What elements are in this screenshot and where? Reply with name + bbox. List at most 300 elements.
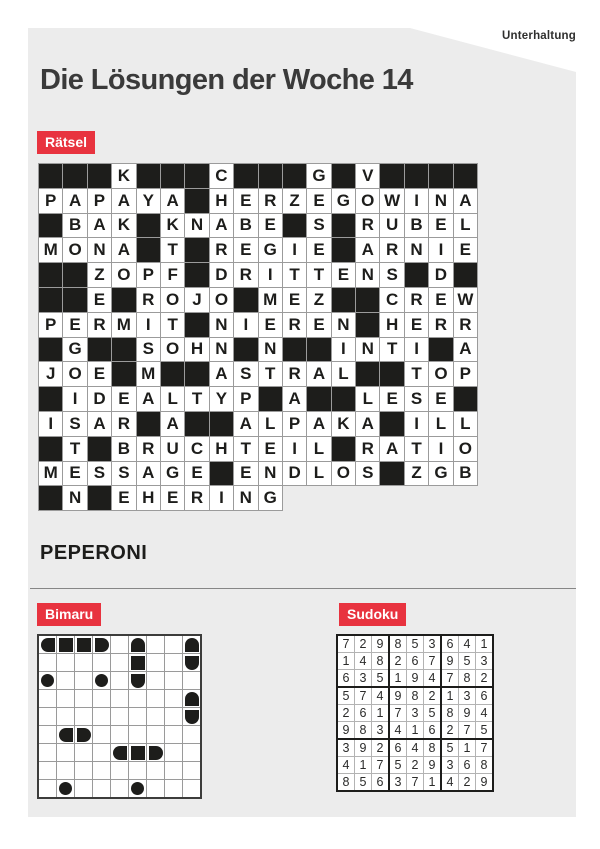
bimaru-water-cell (183, 726, 200, 743)
sudoku-cell: 9 (372, 636, 388, 652)
crossword-letter-cell: G (428, 461, 453, 487)
crossword-letter-cell: R (428, 312, 453, 338)
bimaru-water-cell (147, 708, 164, 725)
crossword-black-cell (136, 163, 161, 189)
crossword-letter-cell: H (209, 188, 234, 214)
crossword-black-cell (38, 262, 63, 288)
crossword-letter-cell: A (355, 411, 380, 437)
section-label: Unterhaltung (502, 30, 576, 42)
crossword-letter-cell: U (379, 213, 404, 239)
sudoku-cell: 9 (459, 705, 475, 721)
crossword-letter-cell: T (62, 436, 87, 462)
crossword-black-cell (331, 237, 356, 263)
crossword-letter-cell: A (233, 411, 258, 437)
crossword-black-cell (111, 337, 136, 363)
crossword-letter-cell: A (62, 188, 87, 214)
crossword-letter-cell: E (331, 262, 356, 288)
bimaru-water-cell (39, 708, 56, 725)
crossword-row (38, 361, 478, 387)
sudoku-cell: 6 (476, 688, 492, 704)
crossword-row (38, 237, 478, 263)
sudoku-cell: 9 (476, 774, 492, 790)
sudoku-box (390, 636, 440, 686)
sudoku-cell: 6 (442, 636, 458, 652)
bimaru-ship-cell (57, 636, 74, 653)
bimaru-water-cell (111, 636, 128, 653)
bimaru-water-cell (165, 726, 182, 743)
crossword-letter-cell: S (404, 386, 429, 412)
bimaru-water-cell (165, 708, 182, 725)
sudoku-cell: 2 (459, 774, 475, 790)
crossword-black-cell (38, 386, 63, 412)
crossword-letter-cell: I (136, 312, 161, 338)
bimaru-water-cell (93, 744, 110, 761)
crossword-letter-cell: I (404, 188, 429, 214)
sudoku-cell: 5 (442, 740, 458, 756)
crossword-letter-cell: T (233, 436, 258, 462)
sudoku-box (390, 688, 440, 738)
crossword-row (38, 386, 478, 412)
crossword-letter-cell: I (38, 411, 63, 437)
crossword-letter-cell: B (453, 461, 478, 487)
sudoku-cell: 5 (424, 705, 440, 721)
sudoku-cell: 3 (338, 740, 354, 756)
crossword-letter-cell: G (160, 461, 185, 487)
crossword-black-cell (111, 361, 136, 387)
sudoku-cell: 2 (372, 740, 388, 756)
crossword-black-cell (404, 163, 429, 189)
crossword-letter-cell: O (111, 262, 136, 288)
crossword-row (38, 485, 478, 511)
ship-middle (77, 638, 91, 652)
crossword-black-cell (184, 163, 209, 189)
crossword-letter-cell: E (428, 287, 453, 313)
crossword-letter-cell: R (404, 287, 429, 313)
crossword-letter-cell: E (111, 386, 136, 412)
bimaru-solution-grid (37, 634, 202, 799)
sudoku-cell: 7 (424, 653, 440, 669)
bimaru-water-cell (147, 762, 164, 779)
bimaru-water-cell (165, 654, 182, 671)
crossword-black-cell (136, 411, 161, 437)
crossword-letter-cell: T (160, 237, 185, 263)
sudoku-cell: 5 (372, 670, 388, 686)
crossword-letter-cell: R (209, 237, 234, 263)
crossword-letter-cell: I (282, 237, 307, 263)
crossword-letter-cell: R (233, 262, 258, 288)
crossword-letter-cell: G (258, 485, 283, 511)
crossword-solution-word: PEPERONI (40, 542, 148, 564)
sudoku-cell: 1 (407, 722, 423, 738)
crossword-letter-cell: R (184, 485, 209, 511)
crossword-letter-cell: M (111, 312, 136, 338)
bimaru-badge: Bimaru (37, 603, 101, 626)
sudoku-cell: 7 (407, 774, 423, 790)
crossword-letter-cell: G (258, 237, 283, 263)
crossword-letter-cell: T (379, 337, 404, 363)
crossword-black-cell (233, 337, 258, 363)
sudoku-cell: 2 (442, 722, 458, 738)
bimaru-water-cell (57, 690, 74, 707)
crossword-black-cell (38, 436, 63, 462)
sudoku-cell: 8 (476, 757, 492, 773)
crossword-letter-cell: E (306, 312, 331, 338)
bimaru-water-cell (147, 780, 164, 797)
crossword-letter-cell: A (209, 213, 234, 239)
crossword-black-cell (160, 361, 185, 387)
crossword-letter-cell: A (87, 213, 112, 239)
sudoku-cell: 2 (355, 636, 371, 652)
crossword-letter-cell: A (453, 337, 478, 363)
crossword-letter-cell: P (87, 188, 112, 214)
sudoku-cell: 9 (442, 653, 458, 669)
ship-end-right (95, 638, 109, 652)
crossword-black-cell (184, 262, 209, 288)
ship-end-top (185, 692, 199, 706)
sudoku-cell: 4 (355, 653, 371, 669)
bimaru-ship-cell (129, 780, 146, 797)
sudoku-cell: 6 (407, 653, 423, 669)
crossword-letter-cell: B (233, 213, 258, 239)
crossword-letter-cell: G (306, 163, 331, 189)
sudoku-cell: 5 (355, 774, 371, 790)
bimaru-ship-cell (129, 654, 146, 671)
ship-middle (59, 638, 73, 652)
sudoku-cell: 9 (355, 740, 371, 756)
crossword-letter-cell: A (136, 386, 161, 412)
crossword-letter-cell: E (233, 188, 258, 214)
crossword-letter-cell: K (111, 213, 136, 239)
ship-end-left (41, 638, 55, 652)
crossword-letter-cell: N (87, 237, 112, 263)
bimaru-water-cell (111, 762, 128, 779)
crossword-letter-cell: N (331, 312, 356, 338)
sudoku-cell: 2 (476, 670, 492, 686)
crossword-letter-cell: L (306, 436, 331, 462)
crossword-row (38, 213, 478, 239)
crossword-black-cell (306, 386, 331, 412)
crossword-row (38, 461, 478, 487)
sudoku-cell: 1 (476, 636, 492, 652)
crossword-letter-cell: E (453, 237, 478, 263)
crossword-letter-cell: N (209, 337, 234, 363)
crossword-letter-cell: L (355, 386, 380, 412)
sudoku-cell: 3 (407, 705, 423, 721)
crossword-letter-cell: P (282, 411, 307, 437)
crossword-black-cell (184, 237, 209, 263)
crossword-letter-cell: P (453, 361, 478, 387)
submarine (41, 674, 54, 687)
crossword-letter-cell: A (87, 411, 112, 437)
crossword-letter-cell: L (453, 411, 478, 437)
crossword-letter-cell: A (209, 361, 234, 387)
sudoku-badge: Sudoku (339, 603, 406, 626)
crossword-letter-cell: S (355, 461, 380, 487)
crossword-letter-cell: U (160, 436, 185, 462)
bimaru-water-cell (165, 690, 182, 707)
crossword-letter-cell: A (160, 188, 185, 214)
sudoku-cell: 6 (459, 757, 475, 773)
sudoku-box (390, 740, 440, 790)
crossword-letter-cell: R (355, 436, 380, 462)
crossword-letter-cell: K (111, 163, 136, 189)
crossword-letter-cell: N (209, 312, 234, 338)
bimaru-water-cell (111, 654, 128, 671)
ship-end-bottom (131, 674, 145, 688)
bimaru-ship-cell (75, 726, 92, 743)
sudoku-cell: 7 (476, 740, 492, 756)
crossword-black-cell (38, 287, 63, 313)
crossword-letter-cell: O (355, 188, 380, 214)
crossword-letter-cell: N (428, 188, 453, 214)
sudoku-cell: 1 (424, 774, 440, 790)
crossword-black-cell (38, 163, 63, 189)
crossword-black-cell (87, 436, 112, 462)
crossword-letter-cell: K (331, 411, 356, 437)
crossword-black-cell (233, 287, 258, 313)
crossword-letter-cell: R (379, 237, 404, 263)
crossword-letter-cell: R (87, 312, 112, 338)
bimaru-ship-cell (39, 672, 56, 689)
bimaru-water-cell (39, 744, 56, 761)
crossword-letter-cell: E (306, 188, 331, 214)
crossword-letter-cell: E (87, 361, 112, 387)
sudoku-solution-grid (336, 634, 494, 792)
bimaru-water-cell (129, 726, 146, 743)
crossword-black-cell (282, 163, 307, 189)
bimaru-water-cell (147, 672, 164, 689)
sudoku-cell: 9 (407, 670, 423, 686)
crossword-black-cell (62, 262, 87, 288)
crossword-letter-cell: D (282, 461, 307, 487)
crossword-letter-cell: R (136, 436, 161, 462)
sudoku-cell: 2 (390, 653, 406, 669)
bimaru-water-cell (75, 762, 92, 779)
bimaru-ship-cell (57, 726, 74, 743)
crossword-black-cell (184, 188, 209, 214)
sudoku-cell: 6 (355, 705, 371, 721)
sudoku-cell: 7 (372, 757, 388, 773)
crossword-black-cell (355, 312, 380, 338)
bimaru-water-cell (111, 690, 128, 707)
crossword-letter-cell: R (282, 312, 307, 338)
bimaru-water-cell (57, 762, 74, 779)
crossword-row (38, 163, 478, 189)
crossword-letter-cell: N (62, 485, 87, 511)
sudoku-cell: 8 (459, 670, 475, 686)
sudoku-cell: 5 (459, 653, 475, 669)
crossword-black-cell (379, 361, 404, 387)
crossword-black-cell (331, 386, 356, 412)
sudoku-cell: 1 (390, 670, 406, 686)
bimaru-ship-cell (39, 636, 56, 653)
crossword-black-cell (87, 485, 112, 511)
crossword-letter-cell: E (306, 237, 331, 263)
crossword-letter-cell: E (184, 461, 209, 487)
crossword-letter-cell: E (160, 485, 185, 511)
bimaru-ship-cell (129, 672, 146, 689)
crossword-letter-cell: O (62, 237, 87, 263)
raetsel-badge: Rätsel (37, 131, 95, 154)
bimaru-ship-cell (183, 690, 200, 707)
sudoku-cell: 3 (459, 688, 475, 704)
crossword-letter-cell: A (160, 411, 185, 437)
sudoku-cell: 4 (338, 757, 354, 773)
ship-end-left (59, 728, 73, 742)
bimaru-water-cell (129, 762, 146, 779)
crossword-letter-cell: M (38, 461, 63, 487)
crossword-black-cell (379, 163, 404, 189)
sudoku-cell: 9 (338, 722, 354, 738)
bimaru-water-cell (75, 672, 92, 689)
sudoku-cell: 1 (372, 705, 388, 721)
crossword-letter-cell: A (282, 386, 307, 412)
crossword-letter-cell: I (209, 485, 234, 511)
crossword-letter-cell: T (404, 436, 429, 462)
crossword-letter-cell: E (282, 287, 307, 313)
crossword-letter-cell: D (209, 262, 234, 288)
crossword-black-cell (184, 361, 209, 387)
crossword-letter-cell: E (379, 386, 404, 412)
crossword-letter-cell: O (331, 461, 356, 487)
bimaru-water-cell (147, 726, 164, 743)
crossword-letter-cell: N (258, 337, 283, 363)
ship-end-top (131, 638, 145, 652)
ship-end-bottom (185, 656, 199, 670)
crossword-letter-cell: O (62, 361, 87, 387)
crossword-letter-cell: I (428, 436, 453, 462)
crossword-letter-cell: Z (306, 287, 331, 313)
crossword-letter-cell: A (306, 411, 331, 437)
bimaru-water-cell (111, 780, 128, 797)
crossword-letter-cell: T (306, 262, 331, 288)
crossword-black-cell (453, 386, 478, 412)
crossword-letter-cell: E (428, 386, 453, 412)
bimaru-water-cell (111, 672, 128, 689)
crossword-letter-cell: W (453, 287, 478, 313)
crossword-letter-cell: L (453, 213, 478, 239)
crossword-black-cell (282, 337, 307, 363)
sudoku-cell: 3 (442, 757, 458, 773)
sudoku-cell: 4 (476, 705, 492, 721)
crossword-letter-cell: I (233, 312, 258, 338)
crossword-letter-cell: J (184, 287, 209, 313)
bimaru-water-cell (75, 708, 92, 725)
sudoku-box (442, 740, 492, 790)
sudoku-cell: 7 (390, 705, 406, 721)
sudoku-cell: 8 (338, 774, 354, 790)
bimaru-water-cell (165, 672, 182, 689)
crossword-letter-cell: Y (209, 386, 234, 412)
crossword-letter-cell: Z (87, 262, 112, 288)
bimaru-water-cell (129, 690, 146, 707)
bimaru-ship-cell (129, 744, 146, 761)
crossword-letter-cell: O (160, 337, 185, 363)
crossword-letter-cell: I (428, 237, 453, 263)
bimaru-water-cell (39, 726, 56, 743)
crossword-letter-cell: N (184, 213, 209, 239)
sudoku-cell: 8 (424, 740, 440, 756)
bimaru-water-cell (129, 708, 146, 725)
crossword-letter-cell: E (62, 312, 87, 338)
crossword-letter-cell: P (38, 312, 63, 338)
crossword-black-cell (38, 213, 63, 239)
crossword-row (38, 287, 478, 313)
crossword-letter-cell: A (136, 461, 161, 487)
crossword-letter-cell: Z (282, 188, 307, 214)
bimaru-water-cell (75, 780, 92, 797)
crossword-letter-cell: S (111, 461, 136, 487)
crossword-letter-cell: R (282, 361, 307, 387)
sudoku-cell: 2 (407, 757, 423, 773)
bimaru-ship-cell (147, 744, 164, 761)
sudoku-cell: 6 (372, 774, 388, 790)
crossword-black-cell (379, 461, 404, 487)
sudoku-box (338, 688, 388, 738)
crossword-letter-cell: L (160, 386, 185, 412)
crossword-letter-cell: E (233, 461, 258, 487)
sudoku-cell: 2 (338, 705, 354, 721)
crossword-solution-grid (38, 163, 478, 511)
sudoku-cell: 7 (459, 722, 475, 738)
sudoku-cell: 1 (442, 688, 458, 704)
crossword-letter-cell: E (258, 213, 283, 239)
bimaru-ship-cell (93, 636, 110, 653)
crossword-letter-cell: O (209, 287, 234, 313)
bimaru-water-cell (111, 708, 128, 725)
sudoku-cell: 1 (459, 740, 475, 756)
crossword-letter-cell: K (160, 213, 185, 239)
crossword-letter-cell: T (404, 361, 429, 387)
bimaru-water-cell (57, 744, 74, 761)
bimaru-water-cell (39, 690, 56, 707)
crossword-row (38, 411, 478, 437)
crossword-black-cell (62, 287, 87, 313)
sudoku-cell: 8 (407, 688, 423, 704)
crossword-letter-cell: F (160, 262, 185, 288)
crossword-black-cell (453, 262, 478, 288)
submarine (95, 674, 108, 687)
crossword-letter-cell: I (404, 411, 429, 437)
crossword-letter-cell: T (258, 361, 283, 387)
sudoku-cell: 4 (442, 774, 458, 790)
crossword-black-cell (331, 213, 356, 239)
crossword-black-cell (404, 262, 429, 288)
bimaru-water-cell (39, 762, 56, 779)
sudoku-cell: 1 (355, 757, 371, 773)
crossword-letter-cell: I (62, 386, 87, 412)
sudoku-cell: 5 (338, 688, 354, 704)
crossword-black-cell (87, 163, 112, 189)
sudoku-cell: 8 (355, 722, 371, 738)
crossword-black-cell (306, 337, 331, 363)
crossword-letter-cell: N (258, 461, 283, 487)
sudoku-cell: 5 (390, 757, 406, 773)
crossword-letter-cell: D (428, 262, 453, 288)
ship-end-top (185, 638, 199, 652)
sudoku-cell: 4 (407, 740, 423, 756)
crossword-letter-cell: B (111, 436, 136, 462)
crossword-letter-cell: B (62, 213, 87, 239)
sudoku-cell: 4 (459, 636, 475, 652)
bimaru-water-cell (183, 762, 200, 779)
crossword-letter-cell: C (379, 287, 404, 313)
crossword-black-cell (136, 237, 161, 263)
crossword-letter-cell: A (355, 237, 380, 263)
bimaru-water-cell (93, 690, 110, 707)
sudoku-cell: 8 (442, 705, 458, 721)
ship-end-right (77, 728, 91, 742)
